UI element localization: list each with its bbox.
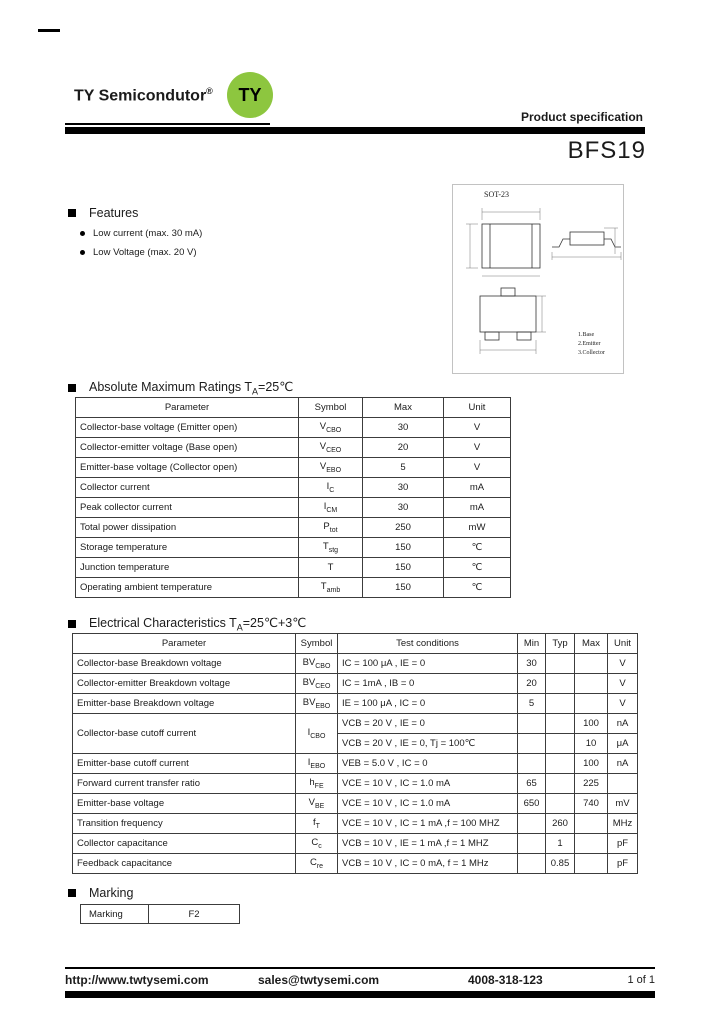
- brand-name: [74, 86, 213, 105]
- table-cell: [518, 734, 546, 754]
- abs-max-heading: [68, 379, 293, 397]
- column-header: Unit: [608, 634, 638, 654]
- table-cell: Emitter-base voltage: [73, 794, 296, 814]
- table-cell: Collector-base cutoff current: [73, 714, 296, 754]
- registered-mark: ®: [206, 86, 213, 96]
- footer-bar: [65, 991, 655, 998]
- table-cell: 0.85: [546, 854, 575, 874]
- table-row: [73, 754, 638, 774]
- symbol-cell: $V_{CBO}$: [299, 418, 363, 438]
- feature-item: [80, 228, 202, 239]
- table-cell: Forward current transfer ratio: [73, 774, 296, 794]
- table-cell: 30: [518, 654, 546, 674]
- features-heading: [68, 206, 138, 220]
- table-cell: 5: [518, 694, 546, 714]
- table-cell: [546, 674, 575, 694]
- symbol-cell: $I_{CBO}$: [296, 714, 338, 754]
- symbol-cell: $T_{stg}$: [299, 538, 363, 558]
- features-heading-text: Features: [89, 206, 139, 220]
- symbol-cell: $C_c$: [296, 834, 338, 854]
- table-row: [73, 774, 638, 794]
- table-cell: [575, 854, 608, 874]
- table-row: [76, 418, 511, 438]
- table-cell: Total power dissipation: [76, 518, 299, 538]
- table-cell: VCE = 10 V , IC = 1.0 mA: [338, 774, 518, 794]
- table-cell: VCB = 10 V , IC = 0 mA, f = 1 MHz: [338, 854, 518, 874]
- symbol-cell: $h_{FE}$: [296, 774, 338, 794]
- table-cell: [575, 674, 608, 694]
- table-cell: Emitter-base voltage (Collector open): [76, 458, 299, 478]
- table-cell: [608, 774, 638, 794]
- table-cell: mV: [608, 794, 638, 814]
- table-row: [73, 654, 638, 674]
- footer-website: http://www.twtysemi.com: [65, 973, 209, 987]
- table-cell: ℃: [444, 538, 511, 558]
- table-cell: 250: [363, 518, 444, 538]
- symbol-cell: $BV_{CBO}$: [296, 654, 338, 674]
- table-row: [73, 674, 638, 694]
- table-cell: 100: [575, 714, 608, 734]
- abs-max-table: [75, 397, 511, 598]
- table-cell: IE = 100 μA , IC = 0: [338, 694, 518, 714]
- table-header-row: [76, 398, 511, 418]
- table-cell: ℃: [444, 578, 511, 598]
- table-cell: V: [444, 458, 511, 478]
- table-header-row: [73, 634, 638, 654]
- table-row: [73, 694, 638, 714]
- pin-label: 2.Emitter: [578, 341, 601, 347]
- table-cell: [546, 734, 575, 754]
- symbol-cell: $T_{amb}$: [299, 578, 363, 598]
- square-bullet-icon: [68, 209, 76, 217]
- table-cell: 1: [546, 834, 575, 854]
- table-cell: VCB = 20 V , IE = 0: [338, 714, 518, 734]
- footer-email: sales@twtysemi.com: [258, 973, 380, 987]
- footer-page-number: 1 of 1: [627, 974, 655, 986]
- column-header: Symbol: [299, 398, 363, 418]
- table-cell: [546, 794, 575, 814]
- table-cell: Emitter-base cutoff current: [73, 754, 296, 774]
- elec-char-heading-text: Electrical Characteristics $T_A=25℃+3℃$: [89, 616, 307, 633]
- table-cell: 150: [363, 558, 444, 578]
- footer-rule: [65, 967, 655, 969]
- table-cell: 260: [546, 814, 575, 834]
- pin-label: 3.Collector: [578, 350, 605, 356]
- brand-name-text: TY Semicondutor: [74, 87, 207, 105]
- table-cell: ℃: [444, 558, 511, 578]
- table-row: [76, 518, 511, 538]
- table-cell: [546, 774, 575, 794]
- title-bar: [65, 127, 645, 134]
- part-number: BFS19: [567, 137, 646, 164]
- table-row: [73, 714, 638, 734]
- table-cell: Junction temperature: [76, 558, 299, 578]
- table-cell: 30: [363, 418, 444, 438]
- table-row: [76, 498, 511, 518]
- table-cell: 20: [518, 674, 546, 694]
- table-cell: Collector capacitance: [73, 834, 296, 854]
- table-cell: 740: [575, 794, 608, 814]
- table-cell: V: [608, 674, 638, 694]
- table-cell: 100: [575, 754, 608, 774]
- marking-value: F2: [188, 908, 200, 920]
- column-header: Parameter: [73, 634, 296, 654]
- table-cell: [575, 834, 608, 854]
- table-cell: 5: [363, 458, 444, 478]
- table-cell: V: [444, 418, 511, 438]
- table-row: [73, 834, 638, 854]
- table-cell: Operating ambient temperature: [76, 578, 299, 598]
- table-cell: pF: [608, 854, 638, 874]
- pin-label: 1.Base: [578, 332, 595, 338]
- column-header: Min: [518, 634, 546, 654]
- table-cell: [518, 854, 546, 874]
- table-cell: VCE = 10 V , IC = 1.0 mA: [338, 794, 518, 814]
- symbol-cell: $V_{BE}$: [296, 794, 338, 814]
- marking-heading-text: Marking: [89, 886, 134, 900]
- table-row: [73, 854, 638, 874]
- elec-char-heading: [68, 615, 306, 633]
- symbol-cell: $BV_{EBO}$: [296, 694, 338, 714]
- table-row: [76, 558, 511, 578]
- table-cell: 30: [363, 498, 444, 518]
- table-cell: nA: [608, 754, 638, 774]
- table-cell: mA: [444, 478, 511, 498]
- spec-label: Product specification: [520, 110, 643, 124]
- column-header: Parameter: [76, 398, 299, 418]
- table-cell: [575, 814, 608, 834]
- feature-text: Low Voltage (max. 20 V): [93, 247, 197, 258]
- table-cell: μA: [608, 734, 638, 754]
- column-header: Typ: [546, 634, 575, 654]
- table-cell: 20: [363, 438, 444, 458]
- table-cell: mA: [444, 498, 511, 518]
- column-header: Test conditions: [338, 634, 518, 654]
- table-row: [76, 438, 511, 458]
- table-cell: [518, 754, 546, 774]
- table-cell: V: [608, 694, 638, 714]
- symbol-cell: $I_C$: [299, 478, 363, 498]
- table-row: [76, 478, 511, 498]
- square-bullet-icon: [68, 384, 76, 392]
- table-cell: Collector-emitter Breakdown voltage: [73, 674, 296, 694]
- crop-mark: [38, 29, 60, 32]
- symbol-cell: $C_{re}$: [296, 854, 338, 874]
- square-bullet-icon: [68, 889, 76, 897]
- bullet-dot-icon: [80, 250, 85, 255]
- symbol-cell: T: [299, 558, 363, 578]
- table-cell: Collector-emitter voltage (Base open): [76, 438, 299, 458]
- feature-text: Low current (max. 30 mA): [93, 228, 203, 239]
- table-row: [73, 814, 638, 834]
- symbol-cell: $I_{EBO}$: [296, 754, 338, 774]
- symbol-cell: $BV_{CEO}$: [296, 674, 338, 694]
- table-cell: 225: [575, 774, 608, 794]
- table-row: [73, 794, 638, 814]
- symbol-cell: $V_{CEO}$: [299, 438, 363, 458]
- elec-char-table: [72, 633, 638, 874]
- package-name-label: SOT-23: [484, 190, 510, 199]
- column-header: Max: [575, 634, 608, 654]
- table-cell: [518, 714, 546, 734]
- marking-table: [80, 904, 240, 924]
- package-drawing-svg: [452, 184, 624, 374]
- table-cell: 150: [363, 538, 444, 558]
- column-header: Max: [363, 398, 444, 418]
- table-cell: [546, 754, 575, 774]
- table-cell: Collector current: [76, 478, 299, 498]
- footer-phone: 4008-318-123: [468, 973, 543, 987]
- table-cell: 30: [363, 478, 444, 498]
- table-cell: [546, 714, 575, 734]
- table-row: [76, 538, 511, 558]
- table-cell: 150: [363, 578, 444, 598]
- marking-label: Marking: [81, 905, 149, 923]
- table-cell: IC = 1mA , IB = 0: [338, 674, 518, 694]
- table-cell: Feedback capacitance: [73, 854, 296, 874]
- symbol-cell: $V_{EBO}$: [299, 458, 363, 478]
- table-cell: MHz: [608, 814, 638, 834]
- abs-max-heading-text: Absolute Maximum Ratings $T_A=25℃$: [89, 380, 294, 397]
- table-cell: 65: [518, 774, 546, 794]
- table-cell: Peak collector current: [76, 498, 299, 518]
- table-cell: 650: [518, 794, 546, 814]
- table-cell: nA: [608, 714, 638, 734]
- table-cell: 10: [575, 734, 608, 754]
- column-header: Unit: [444, 398, 511, 418]
- brand-logo-text: TY: [238, 84, 262, 105]
- table-cell: Collector-base voltage (Emitter open): [76, 418, 299, 438]
- table-row: [76, 458, 511, 478]
- table-cell: [575, 654, 608, 674]
- bullet-dot-icon: [80, 231, 85, 236]
- symbol-cell: $f_T$: [296, 814, 338, 834]
- table-cell: VEB = 5.0 V , IC = 0: [338, 754, 518, 774]
- table-cell: Transition frequency: [73, 814, 296, 834]
- package-drawing: [452, 184, 624, 379]
- table-row: [76, 578, 511, 598]
- table-cell: VCB = 20 V , IE = 0, Tj = 100℃: [338, 734, 518, 754]
- table-cell: [518, 834, 546, 854]
- table-cell: [518, 814, 546, 834]
- table-cell: [575, 694, 608, 714]
- table-cell: Collector-base Breakdown voltage: [73, 654, 296, 674]
- table-cell: V: [444, 438, 511, 458]
- table-cell: VCE = 10 V , IC = 1 mA ,f = 100 MHZ: [338, 814, 518, 834]
- table-cell: Storage temperature: [76, 538, 299, 558]
- marking-heading: [68, 886, 133, 900]
- table-cell: [546, 654, 575, 674]
- table-cell: mW: [444, 518, 511, 538]
- table-cell: V: [608, 654, 638, 674]
- table-cell: pF: [608, 834, 638, 854]
- table-cell: [546, 694, 575, 714]
- symbol-cell: $I_{CM}$: [299, 498, 363, 518]
- column-header: Symbol: [296, 634, 338, 654]
- table-cell: IC = 100 μA , IE = 0: [338, 654, 518, 674]
- table-cell: VCB = 10 V , IE = 1 mA ,f = 1 MHZ: [338, 834, 518, 854]
- table-cell: Emitter-base Breakdown voltage: [73, 694, 296, 714]
- square-bullet-icon: [68, 620, 76, 628]
- feature-item: [80, 247, 197, 258]
- symbol-cell: $P_{tot}$: [299, 518, 363, 538]
